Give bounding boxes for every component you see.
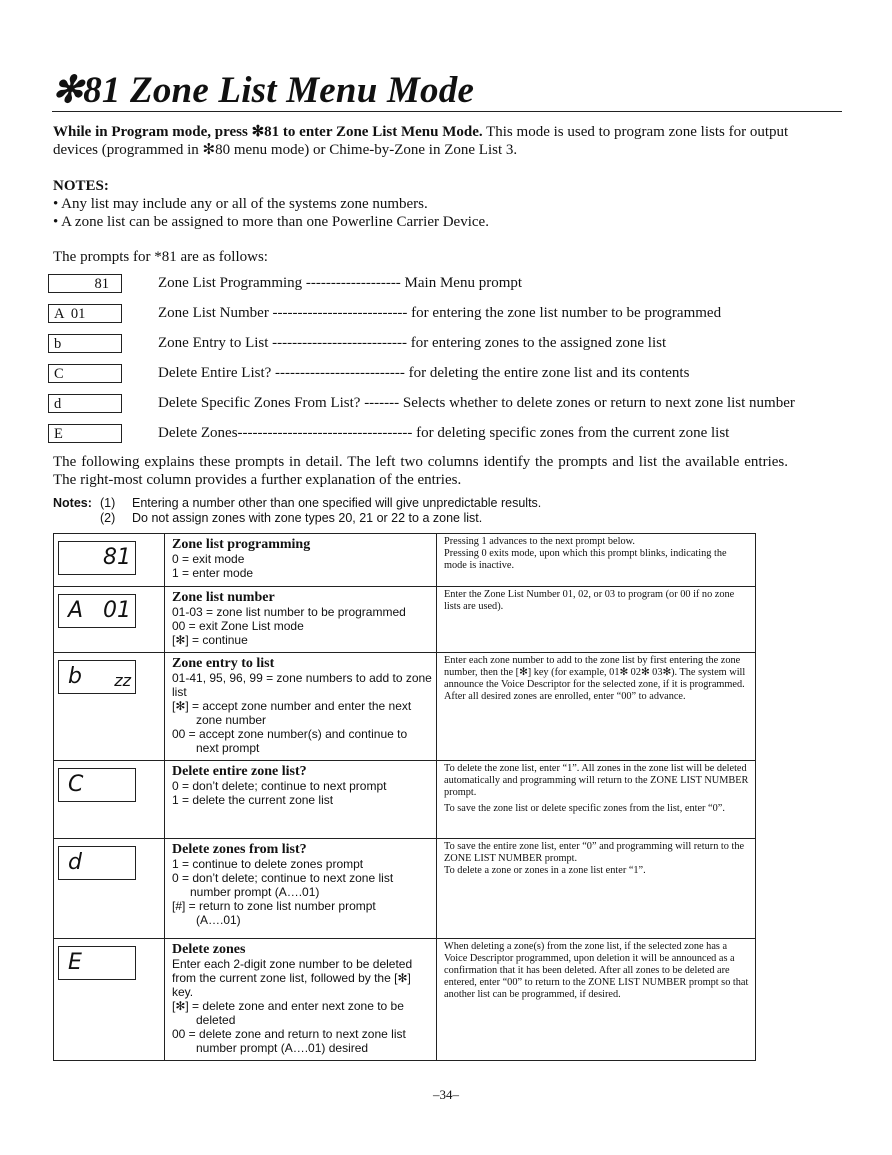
explanation-cell: [437, 939, 756, 1061]
explanation-cell: [437, 534, 756, 587]
page-title: ✻81 Zone List Menu Mode: [52, 70, 475, 111]
prompt-desc: Zone List Programming ------------------- Main Menu prompt: [158, 275, 523, 291]
explanation-text: Pressing 1 advances to the next prompt below. Pressing 0 exits mode, upon which this prompt blinks, indicating the mode is inactive.: [444, 536, 727, 571]
option-line: number prompt (A….01): [190, 885, 320, 899]
option-line: (A….01): [196, 913, 241, 927]
lcd-cell: [54, 534, 165, 587]
options-cell: [165, 653, 437, 761]
option-line: Enter each 2-digit zone number to be deleted from the current zone list, followed by the [✻] key.: [172, 957, 413, 999]
option-line: 1 = continue to delete zones prompt: [172, 857, 364, 871]
prompt-box-a01: A 01: [48, 304, 122, 323]
note-item: • Any list may include any or all of the systems zone numbers.: [53, 196, 428, 212]
option-line: 01-03 = zone list number to be programmed: [172, 605, 406, 619]
option-line: deleted: [196, 1013, 236, 1027]
table-row: [54, 534, 756, 587]
lcd-right-text: 81: [103, 545, 131, 570]
prompt-desc: Delete Zones----------------------------------- for deleting specific zones from the current zone list: [158, 425, 730, 441]
explanation-paragraph: The following explains these prompts in detail. The left two columns identify the prompts and list the available entries. The right-most column provides a further explanation of the entries.: [53, 454, 788, 488]
lcd-left-text: A: [68, 598, 84, 623]
explanation-cell: [437, 839, 756, 939]
lcd-right-text: 01: [103, 598, 131, 623]
lcd-display: [58, 768, 136, 802]
note-text: Entering a number other than one specified will give unpredictable results.: [132, 496, 542, 510]
table-row: [54, 653, 756, 761]
notes-heading: NOTES:: [53, 178, 109, 194]
note-text: Do not assign zones with zone types 20, 21 or 22 to a zone list.: [132, 511, 483, 525]
explanation-text: To delete the zone list, enter “1”. All zones in the zone list will be deleted automatically and programming will return to the ZONE LIST NUMBER prompt.: [444, 763, 749, 798]
option-line: 00 = exit Zone List mode: [172, 619, 304, 633]
sans-notes: [53, 496, 541, 526]
lcd-left-text: b: [68, 664, 82, 689]
prompt-heading: Delete entire zone list?: [172, 764, 307, 779]
option-line: zone number: [196, 713, 267, 727]
intro-bold: While in Program mode, press ✻81 to enter Zone List Menu Mode.: [53, 124, 483, 140]
explanation-text: When deleting a zone(s) from the zone list, if the selected zone has a Voice Descriptor programmed, upon deletion it will be announced as a confirmation that it has been deleted. After all zones to be deleted are entered, enter “00” to return to the ZONE LIST NUMBER prompt so that another list can be programmed, if desired.: [444, 941, 749, 1000]
option-line: 1 = delete the current zone list: [172, 793, 334, 807]
prompt-box-b: b: [48, 334, 122, 353]
prompt-heading: Zone list number: [172, 590, 275, 605]
table-row: [54, 939, 756, 1061]
prompt-detail-table: [53, 533, 756, 1061]
prompt-desc: Zone Entry to List --------------------------- for entering zones to the assigned zone list: [158, 335, 667, 351]
options-cell: [165, 587, 437, 653]
option-line: [✻] = accept zone number and enter the next: [172, 699, 412, 713]
table-row: [54, 761, 756, 839]
prompt-box-c: C: [48, 364, 122, 383]
option-line: 0 = don’t delete; continue to next prompt: [172, 779, 387, 793]
option-line: next prompt: [196, 741, 260, 755]
option-line: 00 = accept zone number(s) and continue to: [172, 727, 408, 741]
lcd-cell: [54, 653, 165, 761]
explanation-text: Enter each zone number to add to the zone list by first entering the zone number, then the [✻] key (for example, 01✻ 02✻ 03✻). The system will announce the Voice Descriptor for the selected zone, if it is programmed. After all desired zones are enrolled, enter “00” to advance.: [444, 655, 746, 702]
option-line: [✻] = continue: [172, 633, 248, 647]
explanation-cell: [437, 761, 756, 839]
table-row: [54, 839, 756, 939]
option-line: [✻] = delete zone and enter next zone to be: [172, 999, 404, 1013]
prompts-intro: The prompts for *81 are as follows:: [53, 249, 268, 265]
lcd-display: [58, 594, 136, 628]
lcd-left-text: E: [68, 950, 82, 975]
lcd-cell: [54, 587, 165, 653]
lcd-left-text: d: [68, 850, 82, 875]
option-line: 1 = enter mode: [172, 566, 254, 580]
lcd-right-text: zz: [114, 671, 131, 690]
note-number: (1): [100, 496, 116, 510]
lcd-display: [58, 660, 136, 694]
prompt-box-d: d: [48, 394, 122, 413]
lcd-cell: [54, 839, 165, 939]
page-number: –34–: [433, 1087, 459, 1102]
prompt-desc: Zone List Number --------------------------- for entering the zone list number to be programmed: [158, 305, 722, 321]
option-line: 0 = don’t delete; continue to next zone list: [172, 871, 394, 885]
explanation-text: Enter the Zone List Number 01, 02, or 03 to program (or 00 if no zone lists are used).: [444, 589, 735, 612]
prompt-heading: Zone entry to list: [172, 656, 275, 671]
prompt-heading: Zone list programming: [172, 537, 311, 552]
options-cell: [165, 839, 437, 939]
notes-label: Notes:: [53, 496, 92, 510]
lcd-display: [58, 946, 136, 980]
explanation-text: To save the entire zone list, enter “0” and programming will return to the ZONE LIST NUMBER prompt. To delete a zone or zones in a zone list enter “1”.: [444, 841, 745, 876]
note-item: • A zone list can be assigned to more than one Powerline Carrier Device.: [53, 214, 489, 230]
lcd-display: [58, 541, 136, 575]
explanation-text: To save the zone list or delete specific zones from the list, enter “0”.: [444, 803, 725, 814]
option-line: number prompt (A….01) desired: [196, 1041, 369, 1055]
prompt-desc: Delete Entire List? -------------------------- for deleting the entire zone list and its contents: [158, 365, 690, 381]
option-line: 01-41, 95, 96, 99 = zone numbers to add to zone list: [172, 671, 432, 699]
option-line: 00 = delete zone and return to next zone list: [172, 1027, 406, 1041]
intro-rest: This mode is used to program zone lists for output devices (programmed in ✻80 menu mode) or Chime-by-Zone in Zone List 3.: [53, 124, 789, 158]
explanation-cell: [437, 653, 756, 761]
table-row: [54, 587, 756, 653]
note-number: (2): [100, 511, 116, 525]
lcd-cell: [54, 939, 165, 1061]
prompt-desc: Delete Specific Zones From List? ------- Selects whether to delete zones or return to next zone list number: [158, 395, 795, 411]
option-line: 0 = exit mode: [172, 552, 245, 566]
lcd-display: [58, 846, 136, 880]
options-cell: [165, 761, 437, 839]
prompt-box-81: 81: [48, 274, 122, 293]
prompt-heading: Delete zones: [172, 942, 246, 957]
explanation-cell: [437, 587, 756, 653]
lcd-left-text: C: [68, 772, 84, 797]
lcd-cell: [54, 761, 165, 839]
title-rule: [52, 111, 842, 112]
option-line: [#] = return to zone list number prompt: [172, 899, 376, 913]
options-cell: [165, 534, 437, 587]
prompt-heading: Delete zones from list?: [172, 842, 307, 857]
intro-paragraph: [53, 123, 833, 159]
options-cell: [165, 939, 437, 1061]
prompt-box-e: E: [48, 424, 122, 443]
